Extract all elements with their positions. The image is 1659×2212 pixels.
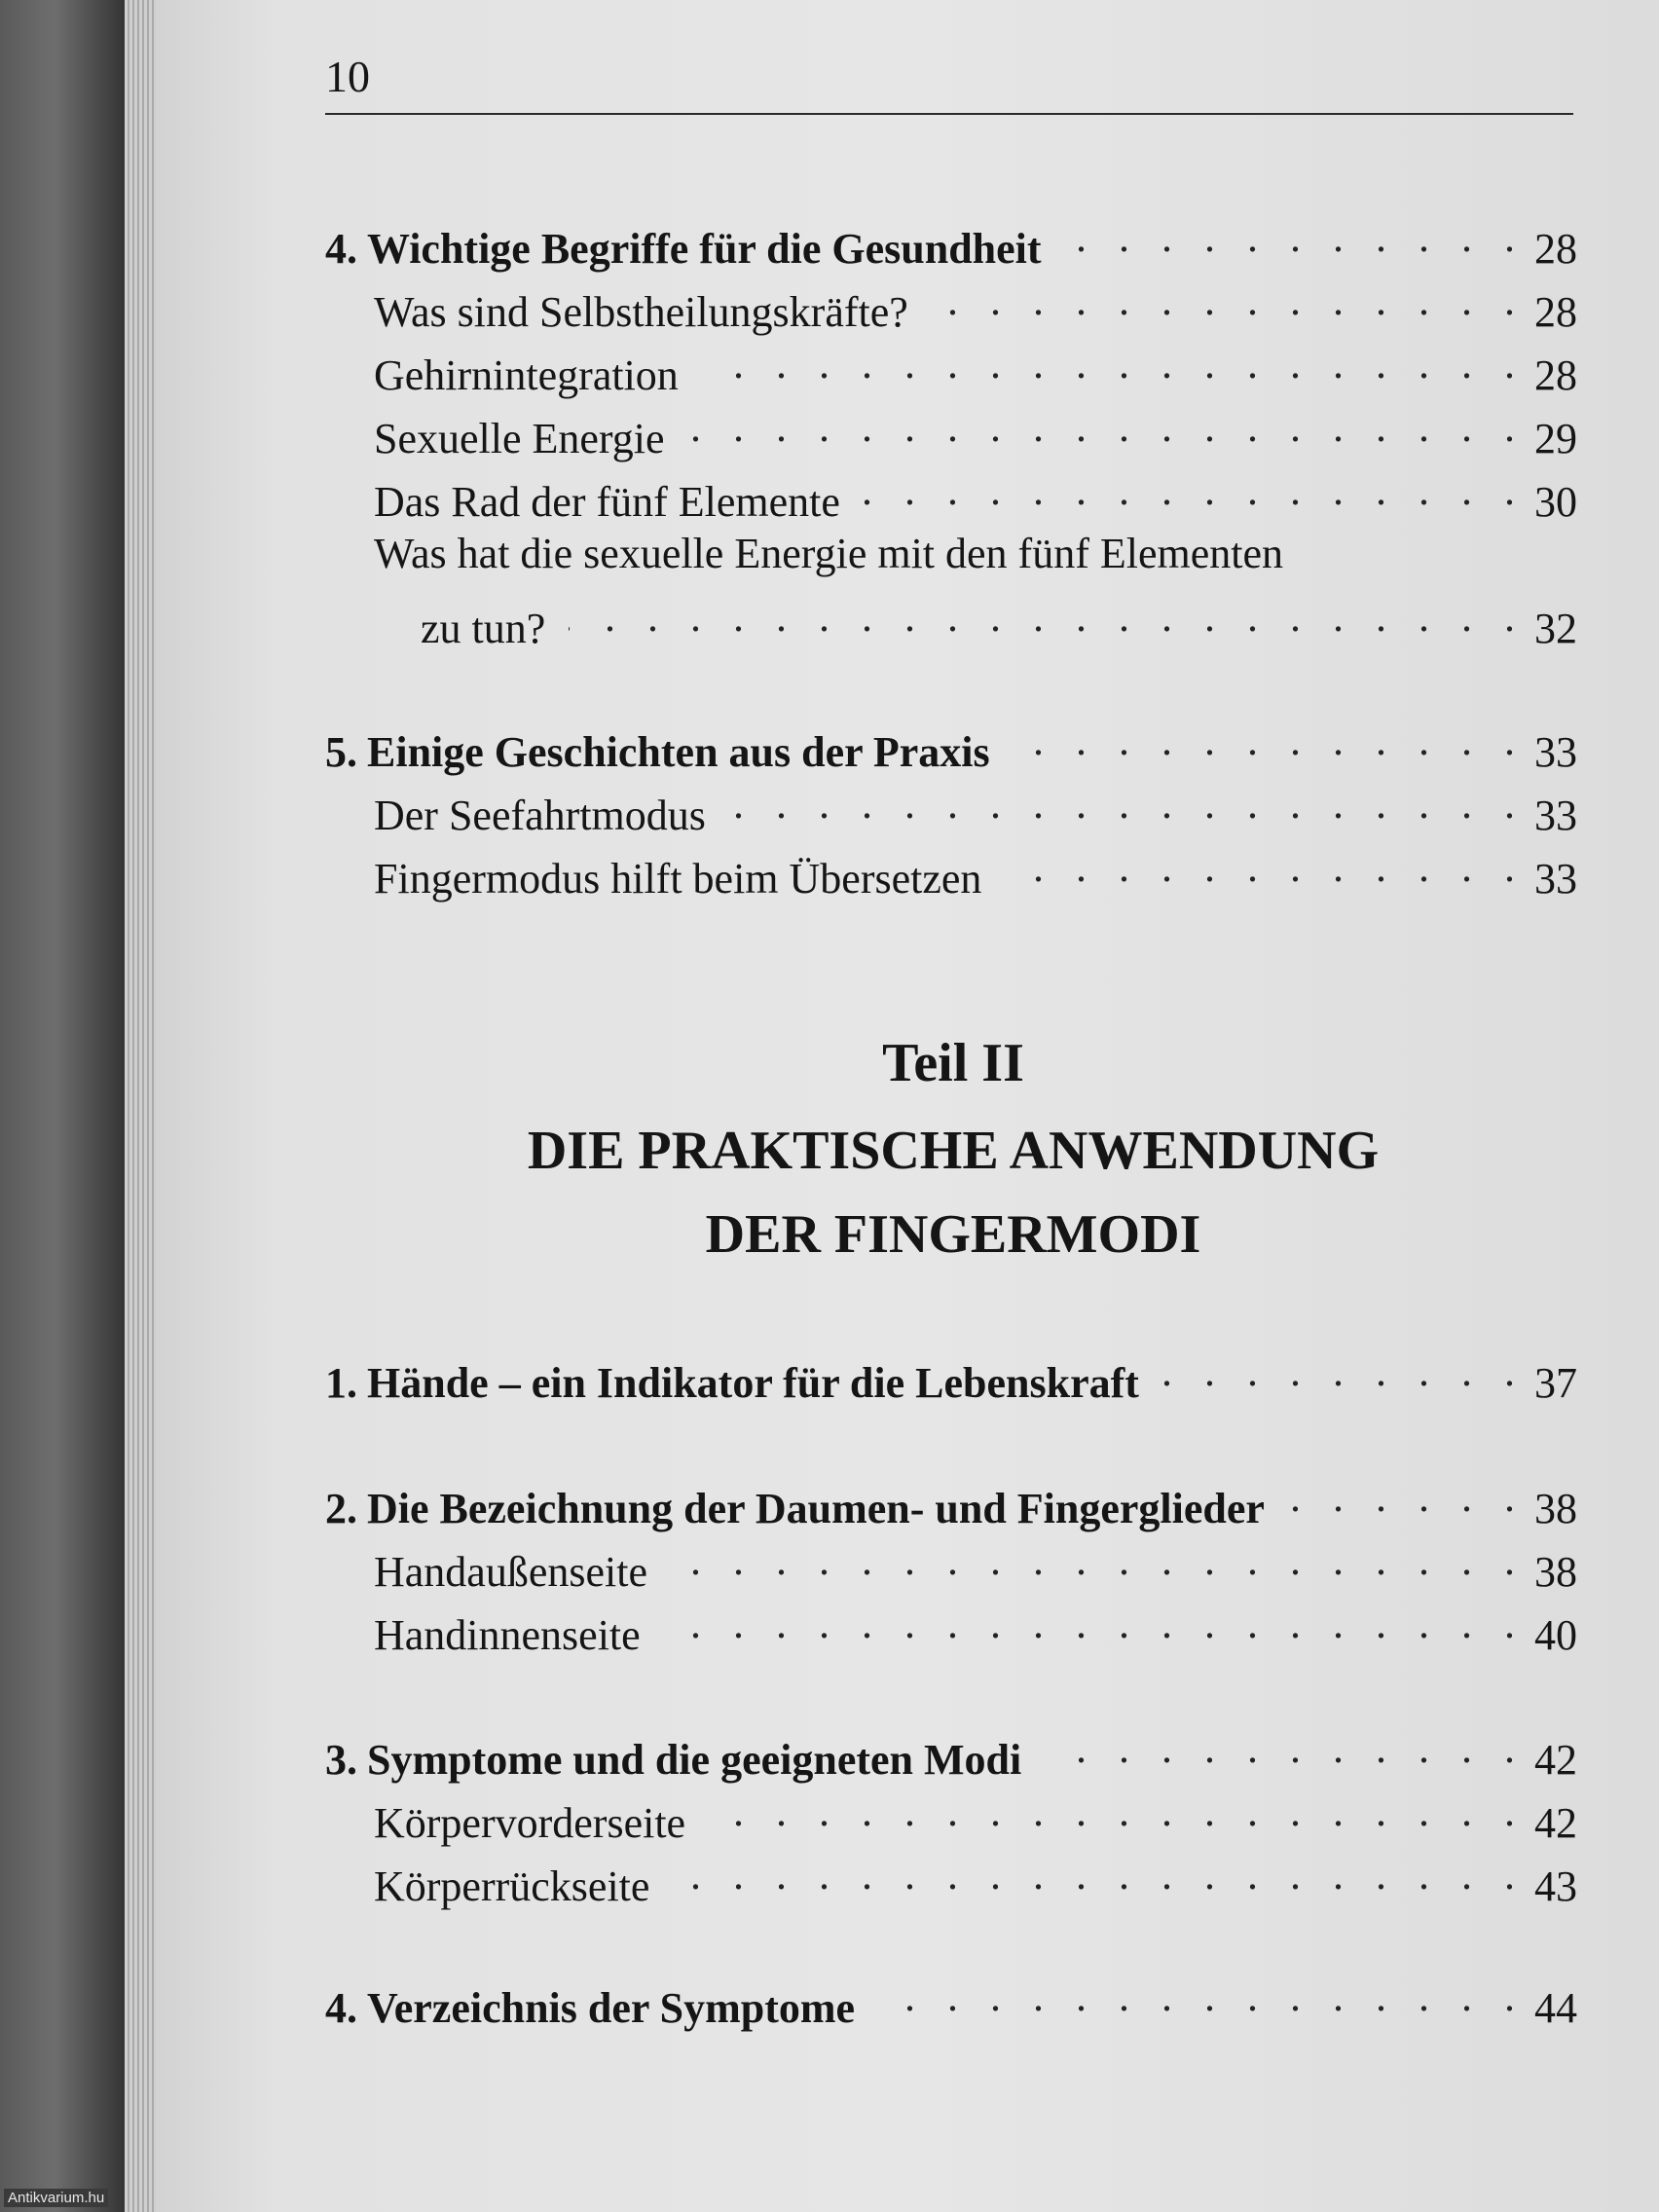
dot-leader <box>1065 212 1515 263</box>
item-title: Fingermodus hilft beim Übersetzen <box>374 855 982 903</box>
chapter-title: Einige Geschichten aus der Praxis <box>367 728 990 776</box>
chapter-number: 4. <box>325 225 357 273</box>
dot-leader <box>709 1787 1515 1837</box>
dot-leader <box>878 1972 1515 2022</box>
dot-leader <box>664 1599 1515 1649</box>
page-ref: 30 <box>1534 478 1577 526</box>
page-ref: 42 <box>1534 1799 1577 1847</box>
toc-part-chapter-2 <box>325 1472 1577 1534</box>
chapter-number: 3. <box>325 1736 357 1784</box>
item-title: Was sind Selbstheilungskräfte? <box>374 288 908 336</box>
item-title-continuation: zu tun? <box>421 605 546 652</box>
chapter-number: 1. <box>325 1359 357 1407</box>
chapter-title: Hände – ein Indikator für die Lebenskraft <box>367 1359 1139 1407</box>
toc-item <box>325 779 1577 841</box>
toc-item <box>325 339 1577 401</box>
item-title: Sexuelle Energie <box>374 415 665 462</box>
page-ref: 38 <box>1534 1485 1577 1532</box>
toc-item <box>325 1787 1577 1849</box>
page-ref: 28 <box>1534 288 1577 336</box>
dot-leader <box>673 1850 1515 1900</box>
item-title: Der Seefahrtmodus <box>374 792 706 839</box>
item-title: Handaußenseite <box>374 1548 647 1596</box>
book-binding <box>0 0 136 2212</box>
part-label: Teil II <box>882 1033 1024 1093</box>
page-ref: 33 <box>1534 792 1577 839</box>
toc-item <box>325 1850 1577 1912</box>
page-ref: 28 <box>1534 225 1577 273</box>
page-ref: 33 <box>1534 728 1577 776</box>
dot-leader <box>1045 1723 1515 1774</box>
dot-leader <box>1005 842 1515 893</box>
toc-item <box>325 1535 1577 1598</box>
page-ref: 33 <box>1534 855 1577 903</box>
dot-leader <box>932 276 1515 326</box>
page-ref: 43 <box>1534 1862 1577 1910</box>
toc-chapter-5 <box>325 716 1577 778</box>
item-title: Körpervorderseite <box>374 1799 686 1847</box>
dot-leader <box>702 339 1515 389</box>
toc-item <box>325 529 1577 579</box>
toc-item <box>325 1599 1577 1661</box>
toc-item <box>325 842 1577 904</box>
page-ref: 42 <box>1534 1736 1577 1784</box>
item-title: Handinnenseite <box>374 1611 641 1659</box>
toc-item <box>325 465 1577 528</box>
toc-part-chapter-3 <box>325 1723 1577 1786</box>
dot-leader <box>1162 1346 1515 1397</box>
dot-leader <box>1288 1472 1515 1523</box>
dot-leader <box>1014 716 1515 766</box>
page-ref: 28 <box>1534 351 1577 399</box>
chapter-number: 2. <box>325 1485 357 1532</box>
chapter-title: Die Bezeichnung der Daumen- und Fingerglieder <box>367 1485 1265 1532</box>
page-ref: 37 <box>1534 1359 1577 1407</box>
part-title-line-2: DER FINGERMODI <box>705 1204 1201 1265</box>
toc-item <box>325 276 1577 338</box>
dot-leader <box>671 1535 1515 1586</box>
dot-leader <box>729 779 1515 830</box>
item-title: Das Rad der fünf Elemente <box>374 478 840 526</box>
watermark: Antikvarium.hu <box>4 2189 108 2207</box>
page-ref: 44 <box>1534 1984 1577 2032</box>
page-ref: 32 <box>1534 605 1577 652</box>
toc-chapter-4 <box>325 212 1577 275</box>
dot-leader <box>688 402 1515 453</box>
page-number: 10 <box>325 52 370 101</box>
page-ref: 29 <box>1534 415 1577 462</box>
toc-item-continuation <box>325 592 1577 654</box>
toc-part-chapter-1 <box>325 1346 1577 1409</box>
chapter-title: Symptome und die geeigneten Modi <box>367 1736 1022 1784</box>
dot-leader <box>569 592 1515 643</box>
item-title: Gehirnintegration <box>374 351 679 399</box>
dot-leader <box>864 465 1515 516</box>
page-ref: 38 <box>1534 1548 1577 1596</box>
chapter-number: 4. <box>325 1984 357 2032</box>
part-title-line-1: DIE PRAKTISCHE ANWENDUNG <box>527 1121 1380 1181</box>
chapter-number: 5. <box>325 728 357 776</box>
header-rule <box>325 113 1573 115</box>
item-title: Was hat die sexuelle Energie mit den fünf Elementen <box>374 530 1283 577</box>
chapter-title: Wichtige Begriffe für die Gesundheit <box>367 225 1042 273</box>
toc-part-chapter-4 <box>325 1972 1577 2034</box>
page-ref: 40 <box>1534 1611 1577 1659</box>
chapter-title: Verzeichnis der Symptome <box>367 1984 856 2032</box>
item-title: Körperrückseite <box>374 1862 650 1910</box>
toc-item <box>325 402 1577 464</box>
